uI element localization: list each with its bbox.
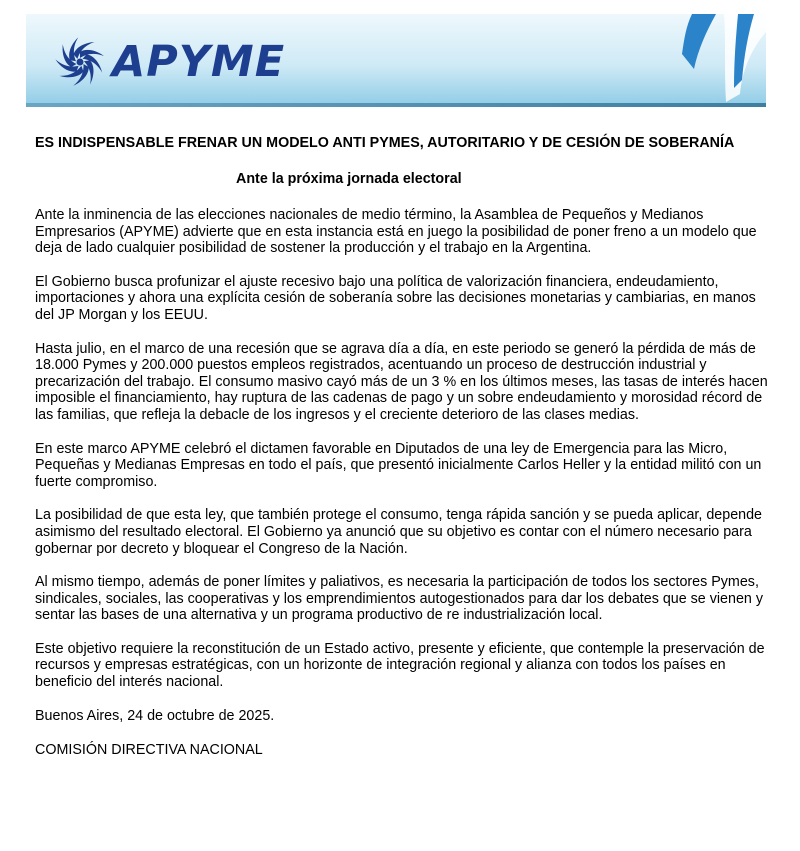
header-bottom-border: [26, 103, 766, 107]
paragraph-2: El Gobierno busca profunizar el ajuste recesivo bajo una política de valorización financiera, endeudamiento, importaciones y ahora una explícita cesión de soberanía sobre las decisiones monetarias y cambiarias, en manos del JP Morgan y los EEUU.: [35, 273, 756, 323]
paragraph-6: Al mismo tiempo, además de poner límites y paliativos, es necesaria la participación de todos los sectores Pymes, sindicales, sociales, las cooperativas y los emprendimientos autogestionados para dar los debates que se vienen y sentar las bases de una alternativa y un programa productivo de re industrialización local.: [35, 574, 763, 624]
date-line: Buenos Aires, 24 de octubre de 2025.: [35, 707, 275, 724]
document-title: ES INDISPENSABLE FRENAR UN MODELO ANTI PYMES, AUTORITARIO Y DE CESIÓN DE SOBERANÍA: [35, 135, 735, 151]
logo-wordmark: APYME: [112, 37, 286, 87]
paragraph-3: Hasta julio, en el marco de una recesión que se agrava día a día, en este periodo se generó la pérdida de más de 18.000 Pymes y 200.000 puestos empleos registrados, acentuando un proceso de destrucción industrial y precarización del trabajo. El consumo masivo cayó más de un 3 % en los últimos meses, las tasas de interés hacen imposible el financiamiento, hay ruptura de las cadenas de pago y un sobre endeudamiento y morosidad récord de las familias, que refleja la debacle de los ingresos y el creciente deterioro de las clases medias.: [35, 340, 768, 423]
document-subtitle: Ante la próxima jornada electoral: [236, 171, 462, 187]
paragraph-1: Ante la inminencia de las elecciones nacionales de medio término, la Asamblea de Pequeños y Medianos Empresarios (APYME) advierte que en esta instancia está en juego la posibilidad de poner freno a un modelo que deja de lado cualquier posibilidad de sostener la producción y el trabajo en la Argentina.: [35, 207, 757, 257]
decorative-stripes-icon: [656, 14, 766, 107]
paragraph-7: Este objetivo requiere la reconstitución de un Estado activo, presente y eficiente, que contemple la preservación de recursos y empresas estratégicas, con un horizonte de integración regional y alianza con todos los países en beneficio del interés nacional.: [35, 640, 765, 691]
document-body: [35, 207, 770, 776]
paragraph-4: En este marco APYME celebró el dictamen favorable en Diputados de una ley de Emergencia para las Micro, Pequeñas y Medianas Empresas en todo el país, que presentó inicialmente Carlos Heller y la entidad militó con un fuerte compromiso.: [35, 440, 762, 490]
header-banner: [26, 14, 766, 107]
signature-line: COMISIÓN DIRECTIVA NACIONAL: [35, 742, 263, 759]
apyme-logo-icon: [54, 36, 106, 88]
paragraph-5: La posibilidad de que esta ley, que también protege el consumo, tenga rápida sanción y se pueda aplicar, depende asimismo del resultado electoral. El Gobierno ya anunció que su objetivo es contar con el número necesario para gobernar por decreto y bloquear el Congreso de la Nación.: [35, 507, 763, 557]
